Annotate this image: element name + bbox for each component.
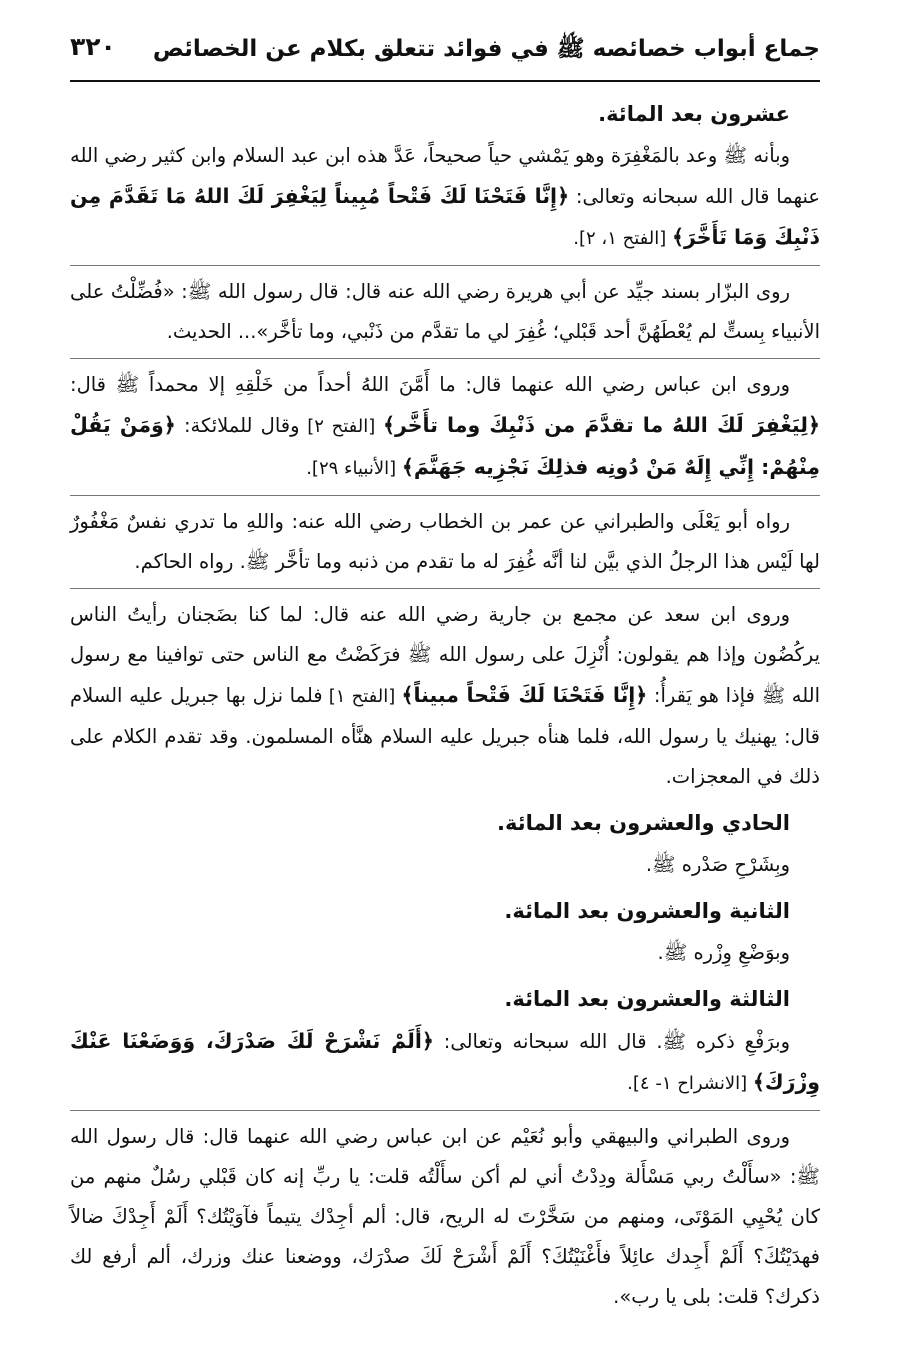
text: وروى ابن سعد عن مجمع بن جارية رضي الله عنه قال: لما كنا بضَجنان رأيتُ الناس يركُضُون وإذا هم يقولون: أُنْزِلَ على رسول الله ﷺ فرَكَضْتُ مع الناس حتى توافينا مع رسول الله ﷺ فإذا هو يَقرأُ: <box>70 603 821 707</box>
section-heading-123: الثالثة والعشرون بعد المائة. <box>504 987 790 1011</box>
paragraph-120-1 <box>70 136 820 259</box>
paragraph-120-5 <box>70 595 820 797</box>
verse-reference: [الفتح ١، ٢]. <box>573 228 672 249</box>
divider <box>70 588 820 589</box>
divider <box>70 358 820 359</box>
paragraph-120-3 <box>70 365 820 489</box>
running-header <box>70 20 820 82</box>
paragraph-120-2: روى البزّار بسند جيِّد عن أبي هريرة رضي الله عنه قال: قال رسول الله ﷺ: «فُضِّلْتُ على الأنبياء بِستٍّ لم يُعْطَهُنَّ أحد قَبْلي؛ غُفِرَ لي ما تقدَّم من ذَنْبي، وما تأخَّر»... الحديث. <box>70 280 820 343</box>
quran-verse: ﴿أَلَمْ نَشْرَحْ لَكَ صَدْرَكَ، وَوَضَعْنَا عَنْكَ وِزْرَكَ﴾ <box>70 1029 820 1094</box>
section-heading-120: عشرون بعد المائة. <box>598 102 790 126</box>
paragraph-121: وبِشَرْحِ صَدْره ﷺ. <box>645 853 790 876</box>
divider <box>70 1110 820 1111</box>
page-content <box>70 82 820 1317</box>
page-number: ٣٢٠ <box>70 32 116 61</box>
paragraph-120-4: رواه أبو يَعْلَى والطبراني عن عمر بن الخطاب رضي الله عنه: واللهِ ما تدري نفسٌ مَغْفُورٌ لها لَيْس هذا الرجلُ الذي بيَّن لنا أنَّه غُفِرَ له ما تقدم من ذنبه وما تأخَّر ﷺ. رواه الحاكم. <box>70 510 820 573</box>
text: فلما نزل بها جبريل عليه السلام قال: يهنيك يا رسول الله، فلما هنأه جبريل عليه السلام هنَّأه المسلمون. وقد تقدم الكلام على ذلك في المعجزات. <box>70 684 820 788</box>
paragraph-122: وبوَضْعِ وِزْره ﷺ. <box>657 941 790 964</box>
verse-reference: [الفتح ١] <box>322 686 402 707</box>
paragraph-123-1 <box>70 1021 820 1104</box>
verse-reference: [الأنبياء ٢٩]. <box>306 458 402 479</box>
verse-reference: [الانشراح ١- ٤]. <box>627 1073 753 1094</box>
text: وبأنه ﷺ وعد بالمَغْفِرَة وهو يَمْشي حياً صحيحاً، عَدَّ هذه ابن عبد السلام وابن كثير رضي الله عنهما قال الله سبحانه وتعالى: <box>70 144 821 208</box>
quran-verse: ﴿وَمَنْ يَقُلْ مِنْهُمْ: إِنِّي إِلَهٌ مَنْ دُونِه فذلِكَ نَجْزِيه جَهَنَّمَ﴾ <box>70 413 820 479</box>
text: وبرَفْعِ ذكره ﷺ. قال الله سبحانه وتعالى: <box>433 1030 790 1053</box>
divider <box>70 495 820 496</box>
divider <box>70 265 820 266</box>
text: وروى ابن عباس رضي الله عنهما قال: ما أَمَّنَ اللهُ أحداً من خَلْقِهِ إلا محمداً ﷺ قال: <box>70 373 790 396</box>
section-heading-122: الثانية والعشرون بعد المائة. <box>504 899 790 923</box>
paragraph-123-2: وروى الطبراني والبيهقي وأبو نُعَيْم عن ابن عباس رضي الله عنهما قال: قال رسول الله ﷺ: «سأَلْتُ ربي مَسْأَلة ودِدْتُ أني لم أكن سأَلْتُه قلت: يا ربِّ إنه كان قَبْلي رسُلٌ منهم من كان يُحْيِي المَوْتَى، ومنهم من سَخَّرْتَ له الريح، قال: ألم أجِدْك يتيماً فآوَيْتُك؟ أَلَمْ أَجِدْكَ ضالاً فهدَيْتُكَ؟ أَلَمْ أَجِدك عائِلاً فأَغْنَيْتُكَ؟ أَلَمْ أَشْرَحْ لَكَ صدْرَك، ووضعنا عنك وزرك، ألم أرفع لك ذكرك؟ قلت: بلى يا رب». <box>70 1125 820 1308</box>
book-page <box>70 20 820 1350</box>
quran-verse: ﴿إِنَّا فَتَحْنَا لَكَ فَتْحاً مبيناً﴾ <box>401 683 648 707</box>
quran-verse: ﴿إِنَّا فَتَحْنَا لَكَ فَتْحاً مُبِيناً لِيَغْفِرَ لَكَ اللهُ مَا تَقَدَّمَ مِن ذَنْبِكَ وَمَا تَأَخَّرَ﴾ <box>70 184 820 249</box>
text: وقال للملائكة: <box>175 414 300 437</box>
quran-verse: ﴿لِيَغْفِرَ لَكَ اللهُ ما تقدَّمَ من ذَنْبِكَ وما تأَخَّر﴾ <box>383 413 821 437</box>
verse-reference: [الفتح ٢] <box>299 416 383 437</box>
running-title: جماع أبواب خصائصه ﷺ في فوائد تتعلق بكلام عن الخصائص <box>152 36 820 62</box>
section-heading-121: الحادي والعشرون بعد المائة. <box>497 811 790 835</box>
